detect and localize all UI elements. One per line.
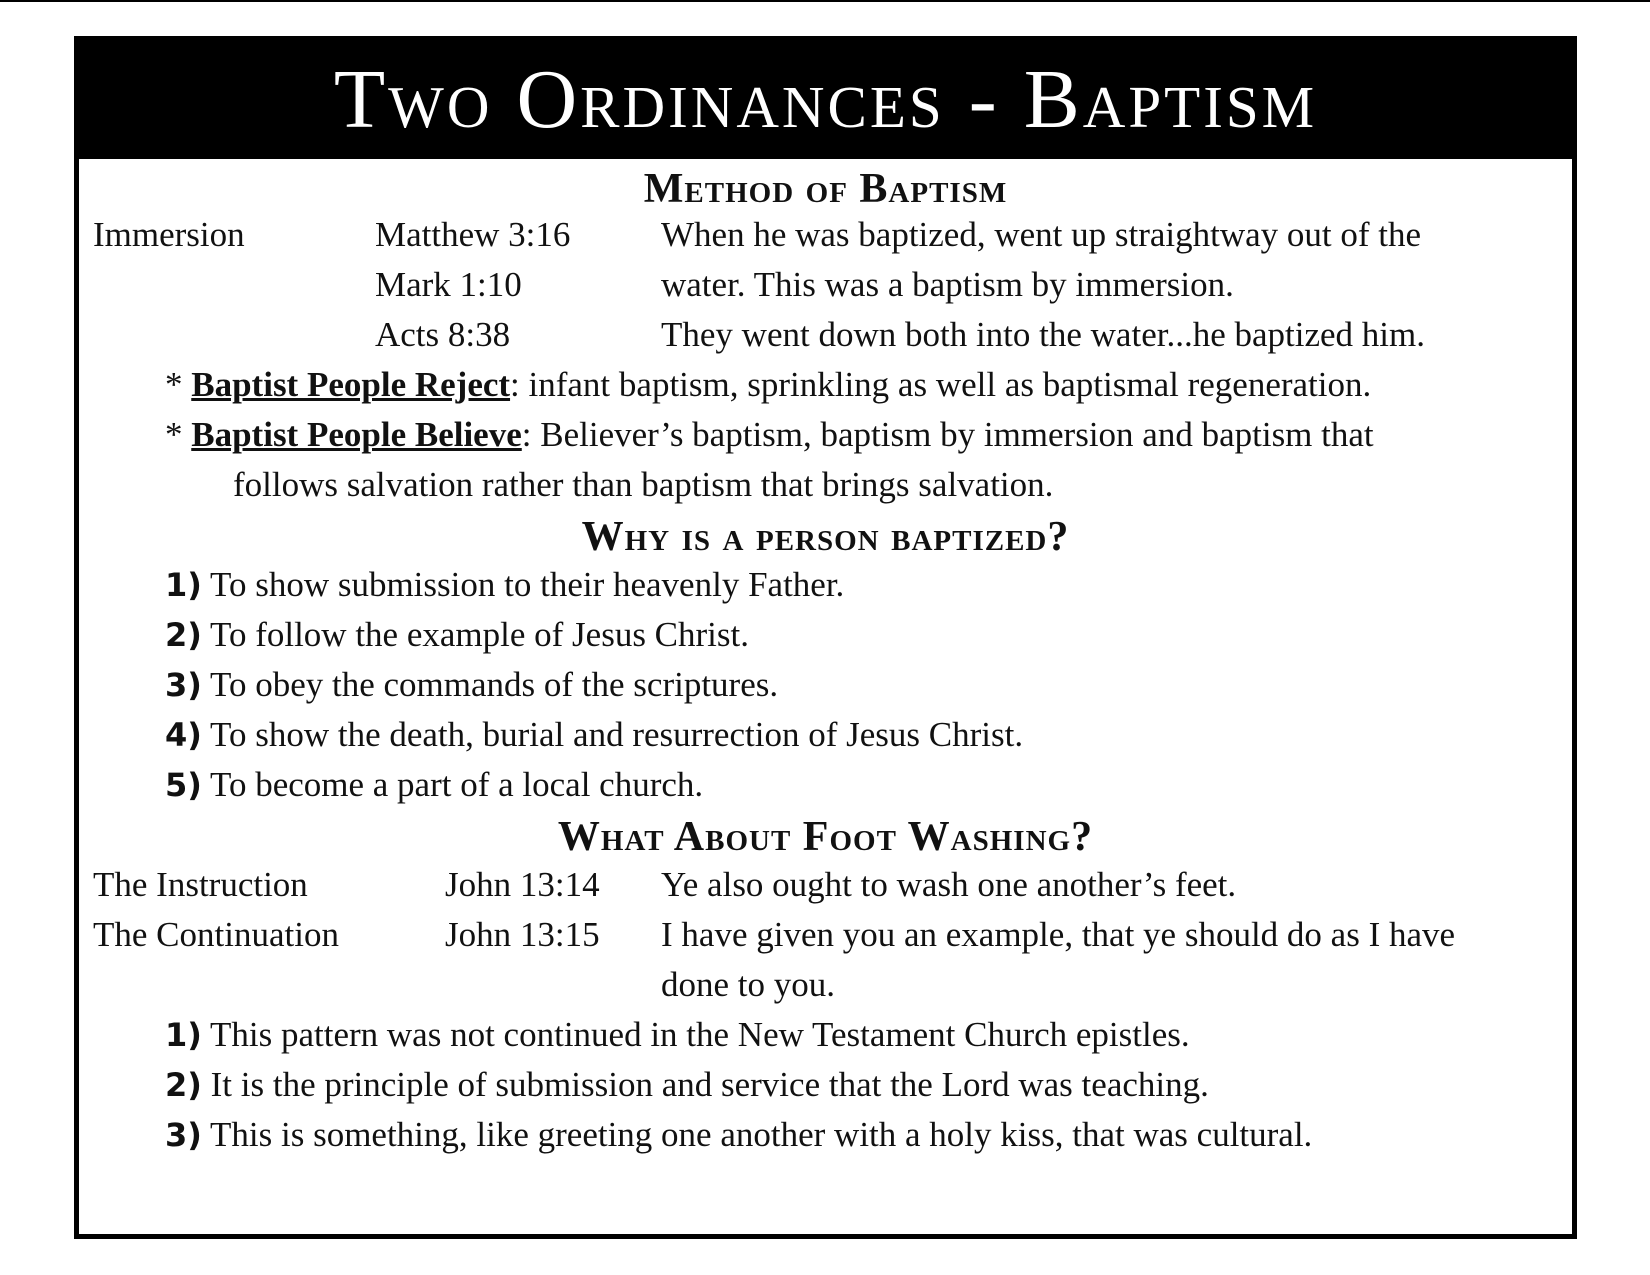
foot-term-2: The Continuation <box>93 915 339 954</box>
why-heading: Why is a person baptized? <box>581 514 1070 560</box>
foot-item-3 <box>165 1115 1312 1155</box>
method-ref-3: Acts 8:38 <box>375 315 511 354</box>
page-top-rule <box>0 0 1650 2</box>
why-item-4 <box>165 715 1023 755</box>
why-item-5 <box>165 765 703 805</box>
title-banner: Two Ordinances - Baptism <box>79 41 1572 159</box>
foot-text-2: I have given you an example, that ye should do as I have <box>661 915 1456 954</box>
foot-item-2 <box>165 1065 1209 1105</box>
foot-term-1: The Instruction <box>93 865 308 904</box>
why-item-2-number: 2) <box>165 616 202 654</box>
method-ref-2: Mark 1:10 <box>375 265 522 304</box>
why-item-1-text: To show submission to their heavenly Father. <box>201 565 845 604</box>
believe-continuation: follows salvation rather than baptism that brings salvation. <box>233 465 1054 504</box>
why-item-4-text: To show the death, burial and resurrection of Jesus Christ. <box>201 715 1024 754</box>
foot-text-2-continuation: done to you. <box>661 965 836 1004</box>
foot-ref-2: John 13:15 <box>445 915 600 954</box>
reject-text: : infant baptism, sprinkling as well as baptismal regeneration. <box>510 365 1372 404</box>
why-item-1 <box>165 565 844 605</box>
method-term: Immersion <box>93 215 245 254</box>
foot-item-3-text: This is something, like greeting one another with a holy kiss, that was cultural. <box>201 1115 1313 1154</box>
method-heading: Method of Baptism <box>643 166 1008 212</box>
method-ref-1: Matthew 3:16 <box>375 215 571 254</box>
believe-text: : Believer’s baptism, baptism by immersion and baptism that <box>521 415 1374 454</box>
believe-line: * Baptist People Believe: Believer’s baptism, baptism by immersion and baptism that <box>165 415 1374 454</box>
why-item-2 <box>165 615 749 655</box>
why-item-5-number: 5) <box>165 766 202 804</box>
why-item-3-number: 3) <box>165 666 202 704</box>
reject-label: Baptist People Reject <box>191 365 511 404</box>
foot-item-2-number: 2) <box>165 1066 202 1104</box>
method-text-2: water. This was a baptism by immersion. <box>661 265 1234 304</box>
foot-text-1: Ye also ought to wash one another’s feet. <box>661 865 1237 904</box>
why-item-2-text: To follow the example of Jesus Christ. <box>201 615 750 654</box>
believe-label: Baptist People Believe <box>191 415 522 454</box>
foot-ref-1: John 13:14 <box>445 865 600 904</box>
handout-frame <box>74 36 1577 1239</box>
why-item-5-text: To become a part of a local church. <box>201 765 704 804</box>
why-item-1-number: 1) <box>165 566 202 604</box>
foot-item-1-text: This pattern was not continued in the New Testament Church epistles. <box>201 1015 1190 1054</box>
method-text-3: They went down both into the water...he baptized him. <box>661 315 1425 354</box>
why-item-3-text: To obey the commands of the scriptures. <box>201 665 779 704</box>
foot-item-1-number: 1) <box>165 1016 202 1054</box>
foot-heading: What About Foot Washing? <box>557 814 1094 860</box>
why-item-3 <box>165 665 778 705</box>
foot-item-1 <box>165 1015 1190 1055</box>
foot-item-3-number: 3) <box>165 1116 202 1154</box>
reject-line: * Baptist People Reject: infant baptism, sprinkling as well as baptismal regeneration. <box>165 365 1372 404</box>
method-text-1: When he was baptized, went up straightway out of the <box>661 215 1422 254</box>
foot-item-2-text: It is the principle of submission and service that the Lord was teaching. <box>201 1065 1209 1104</box>
why-item-4-number: 4) <box>165 716 202 754</box>
